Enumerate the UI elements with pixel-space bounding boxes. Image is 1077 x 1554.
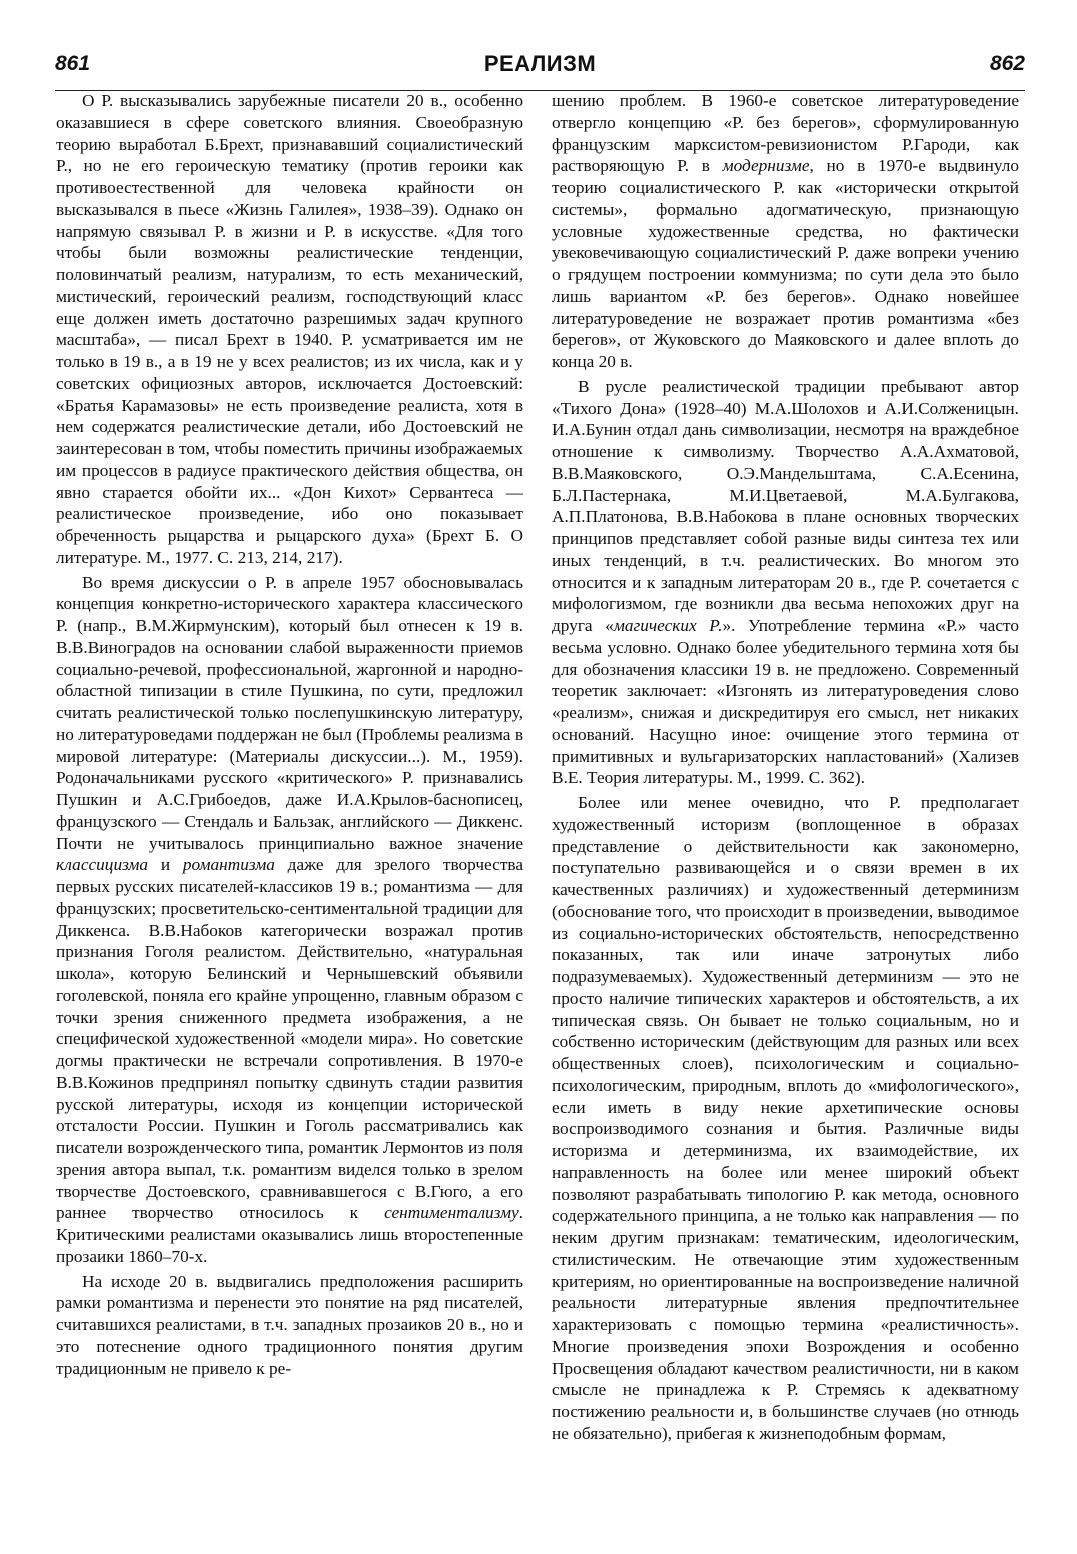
- left-paragraph-3: На исходе 20 в. выдвигались предположения расширить рамки романтизма и перенести это понятие на ряд писателей, считавшихся реалистами, в т.ч. западных прозаиков 20 в., но и это потеснение одного традиционного понятия другим традиционным не привело к ре-: [56, 1271, 523, 1378]
- text-run: Во время дискуссии о Р. в апреле 1957 обосновывалась концепция конкретно-исторического характера классического Р. (напр., В.М.Жирмунским), который был отнесен к 19 в. В.В.Виноградов на основании слабой выраженности приемов социально-речевой, профессиональной, жаргонной и народно-областной типизации в стиле Пушкина, по сути, предложил считать реалистической только послепушкинскую литературу, но литературоведами поддержан не был (Проблемы реализма в мировой литературе: (Материалы дискуссии...). М., 1959). Родоначальниками русского «критического» Р. признавались Пушкин и А.С.Грибоедов, даже И.А.Крылов-баснописец, французского — Стендаль и Бальзак, английского — Диккенс. Почти не учитывалось принципиально важное значение: [56, 572, 523, 853]
- right-paragraph-1: [552, 90, 1019, 373]
- italic-term: классицизма: [56, 855, 149, 875]
- right-paragraph-2: [552, 376, 1019, 789]
- text-run: шению проблем. В 1960-е советское литературоведение отвергло концепцию «Р. без берегов», сформулированную французским марксистом-ревизионистом Р.Гароди, как растворяющую Р. в: [552, 91, 1019, 176]
- left-column: [56, 90, 523, 1534]
- text-run: В русле реалистической традиции пребывают автор «Тихого Дона» (1928–40) М.А.Шолохов и А.И.Солженицын. И.А.Бунин отдал дань символизации, несмотря на враждебное отношение к символизму. Творчество А.А.Ахматовой, В.В.Маяковского, О.Э.Мандельштама, С.А.Есенина, Б.Л.Пастернака, М.И.Цветаевой, М.А.Булгакова, А.П.Платонова, В.В.Набокова в плане основных творческих принципов представляет собой разные виды синтеза тех или иных тенденций, в т.ч. реалистических. Во многом это относится и к западным литераторам 20 в., где Р. сочетается с мифологизмом, где возникли два весьма непохожих друг на друга «: [552, 376, 1019, 635]
- running-header: [55, 50, 1025, 91]
- italic-term: романтизма: [182, 855, 275, 875]
- italic-term: магических Р.: [613, 616, 723, 635]
- right-column: [552, 90, 1019, 1534]
- text-run: , но в 1970-е выдвинуло теорию социалистического Р. как «исторически открытой системы», формально адогматическую, признающую условные художественные средства, но фактически увековечивающую социалистический Р. даже вопреки учению о грядущем построении коммунизма; по сути дела это было лишь вариантом «Р. без берегов». Однако новейшее литературоведение не возражает против романтизма «без берегов», от Жуковского до Маяковского и далее вплоть до конца 20 в.: [552, 156, 1019, 371]
- page-number-right: 862: [989, 52, 1025, 75]
- text-run: ». Употребление термина «Р.» часто весьма условно. Однако более убедительного термина хотя бы для обозначения классики 19 в. не предложено. Современный теоретик заключает: «Изгонять из литературоведения слово «реализм», снижая и дискредитируя его смысл, нет никаких оснований. Насущно иное: очищение этого термина от примитивных и вульгаризаторских напластований» (Хализев В.Е. Теория литературы. М., 1999. С. 362).: [552, 616, 1019, 788]
- page-number-left: 861: [55, 52, 91, 75]
- right-paragraph-3: Более или менее очевидно, что Р. предполагает художественный историзм (воплощенное в образах представление о действительности как закономерно, поступательно развивающейся и о связи времен в их качественных различиях) и художественный детерминизм (обоснование того, что происходит в произведении, выводимое из социально-исторических обстоятельств, непосредственно показанных, так или иначе затронутых либо подразумеваемых). Художественный детерминизм — это не просто наличие типических характеров и обстоятельств, а их типическая связь. Он бывает не только социальным, но и собственно историческим (действующим для разных или всех общественных слоев), психологическим и социально-психологическим, природным, вплоть до «мифологического», если иметь в виду некие архетипические основы воспроизводимого сознания и бытия. Различные виды историзма и детерминизма, их взаимодействие, их направленность на более или менее широкий объект позволяют разрабатывать типологию Р. как метода, основного содержательного принципа, а не только как направления — по неким другим признакам: тематическим, идеологическим, стилистическим. Не отвечающие этим художественным критериям, но ориентированные на воспроизведение наличной реальности литературные явления предпочтительнее характеризовать с помощью термина «реалистичность». Многие произведения эпохи Возрождения и особенно Просвещения обладают качеством реалистичности, ни в каком смысле не принадлежа к Р. Стремясь к адекватному постижению реальности и, в большинстве случаев (но отнюдь не обязательно), прибегая к жизнеподобным формам,: [552, 793, 1019, 1443]
- text-run: . Критическими реалистами оказывались лишь второстепенные прозаики 1860–70-х.: [56, 1203, 523, 1266]
- left-paragraph-2: [56, 572, 523, 1268]
- italic-term: модернизме: [722, 156, 810, 176]
- running-title: РЕАЛИЗМ: [483, 51, 597, 76]
- italic-term: сентиментализму: [384, 1203, 519, 1223]
- text-run: даже для зрелого творчества первых русских писателей-классиков 19 в.; романтизма — для французских; просветительско-сентиментальной традиции для Диккенса. В.В.Набоков категорически возражал против признания Гоголя реалистом. Действительно, «натуральная школа», которую Белинский и Чернышевский объявили гоголевской, поняла его крайне упрощенно, главным образом с точки зрения сниженного предмета изображения, а не специфической художественной «модели мира». Но советские догмы практически не встречали сопротивления. В 1970-е В.В.Кожинов предпринял попытку сдвинуть стадии развития русской литературы, исходя из концепции исторической отсталости России. Пушкин и Гоголь рассматривались как писатели возрожденческого типа, романтик Лермонтов из поля зрения автора выпал, т.к. романтизм виделся только в зрелом творчестве Достоевского, сравнивавшегося с В.Гюго, а его раннее творчество относилось к: [56, 855, 523, 1223]
- text-run: и: [148, 855, 183, 875]
- left-paragraph-1: О Р. высказывались зарубежные писатели 20 в., особенно оказавшиеся в сфере советского влияния. Своеобразную теорию выработал Б.Брехт, признававший социалистический Р., но не его героическую тематику (против героики как противоестественной для человека крайности он высказывался в пьесе «Жизнь Галилея», 1938–39). Однако он напрямую связывал Р. в жизни и Р. в искусстве. «Для того чтобы были возможны реалистические тенденции, половинчатый реализм, натурализм, то есть механический, мистический, героический реализм, господствующий класс еще должен иметь достаточно разрешимых задач крупного масштаба», — писал Брехт в 1940. Р. усматривается им не только в 19 в., а в 19 не у всех реалистов; из их числа, как и у советских официозных авторов, исключается Достоевский: «Братья Карамазовы» не есть произведение реалиста, хотя в нем содержатся реалистические детали, ибо Достоевский не заинтересован в том, чтобы поместить причины изображаемых им процессов в радиусе практического действия общества, он явно старается обойти их... «Дон Кихот» Сервантеса — реалистическое произведение, ибо оно показывает обреченность рыцарства и рыцарского духа» (Брехт Б. О литературе. М., 1977. С. 213, 214, 217).: [56, 91, 523, 567]
